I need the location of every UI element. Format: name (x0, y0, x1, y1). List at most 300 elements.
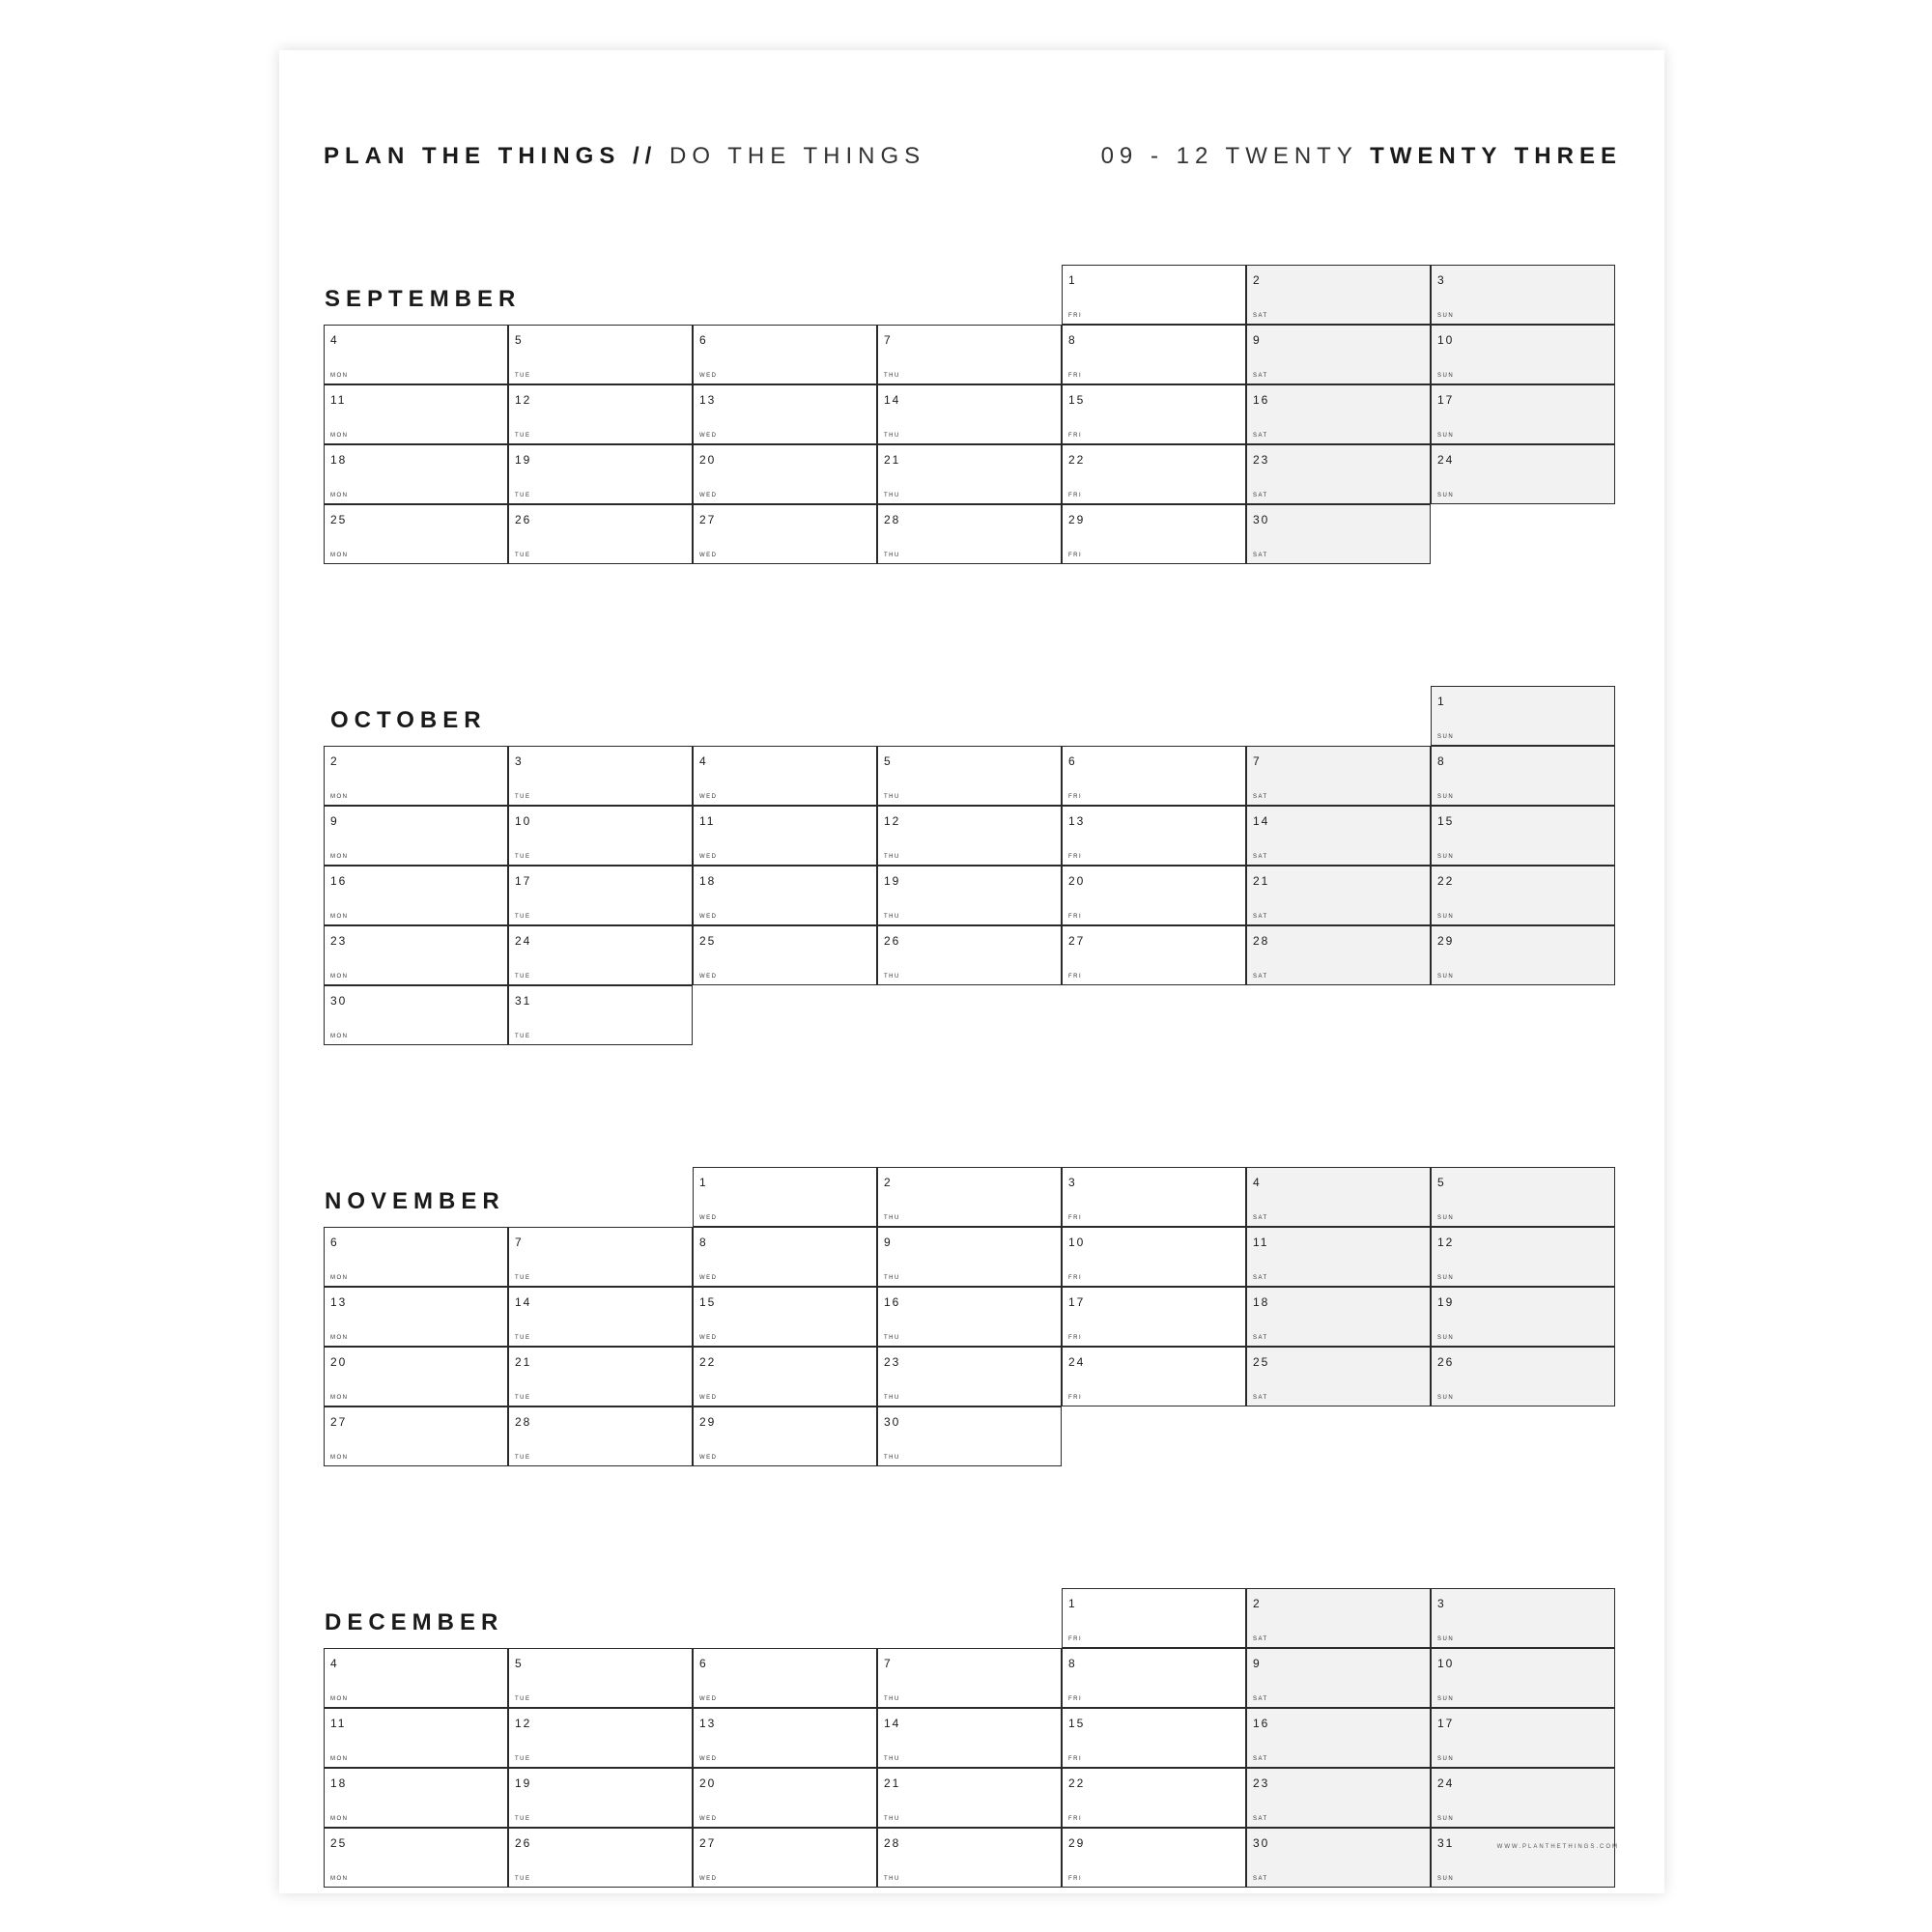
day-of-week: FRI (1068, 1816, 1083, 1822)
day-number: 8 (1437, 754, 1446, 768)
header-right-light: 09 - 12 TWENTY (1100, 143, 1358, 169)
day-cell[interactable] (1246, 1167, 1431, 1227)
day-cell[interactable] (693, 444, 877, 504)
day-cell[interactable] (1062, 1227, 1246, 1287)
day-cell[interactable] (1431, 1828, 1615, 1888)
day-number: 4 (330, 333, 339, 347)
day-number: 12 (1437, 1236, 1455, 1249)
day-cell[interactable] (1062, 1828, 1246, 1888)
day-of-week: TUE (515, 914, 531, 920)
day-number: 5 (515, 333, 524, 347)
day-number: 24 (1437, 1776, 1455, 1790)
day-of-week: MON (330, 1696, 349, 1702)
day-of-week: FRI (1068, 433, 1083, 439)
day-of-week: THU (884, 433, 900, 439)
day-cell[interactable] (693, 806, 877, 866)
day-of-week: FRI (1068, 794, 1083, 800)
day-number: 7 (515, 1236, 524, 1249)
day-cell[interactable] (508, 1828, 693, 1888)
day-of-week: SAT (1253, 493, 1268, 498)
day-number: 15 (1437, 814, 1455, 828)
day-of-week: SAT (1253, 553, 1268, 558)
day-cell[interactable] (877, 1287, 1062, 1347)
day-number: 30 (884, 1415, 901, 1429)
day-cell[interactable] (1431, 444, 1615, 504)
day-cell[interactable] (1062, 1347, 1246, 1406)
day-of-week: WED (699, 1696, 718, 1702)
day-cell[interactable] (877, 866, 1062, 925)
day-cell[interactable] (693, 925, 877, 985)
day-number: 11 (699, 814, 716, 828)
day-of-week: WED (699, 854, 718, 860)
day-cell[interactable] (1062, 746, 1246, 806)
day-cell[interactable] (508, 985, 693, 1045)
day-cell[interactable] (508, 1287, 693, 1347)
day-number: 10 (515, 814, 532, 828)
day-number: 26 (515, 1836, 532, 1850)
day-cell[interactable] (1062, 925, 1246, 985)
day-number: 27 (699, 513, 717, 526)
day-cell[interactable] (508, 1227, 693, 1287)
day-number: 8 (1068, 1657, 1077, 1670)
day-number: 12 (884, 814, 901, 828)
day-cell[interactable] (1431, 1648, 1615, 1708)
day-cell[interactable] (1246, 1227, 1431, 1287)
day-cell[interactable] (1062, 1648, 1246, 1708)
day-of-week: TUE (515, 974, 531, 980)
day-number: 31 (515, 994, 532, 1008)
day-number: 27 (330, 1415, 348, 1429)
day-of-week: SUN (1437, 373, 1455, 379)
header-right-bold: TWENTY THREE (1370, 143, 1622, 169)
day-of-week: MON (330, 493, 349, 498)
day-cell[interactable] (693, 1828, 877, 1888)
day-number: 30 (1253, 1836, 1270, 1850)
day-number: 14 (884, 1717, 901, 1730)
day-of-week: SAT (1253, 1395, 1268, 1401)
day-of-week: THU (884, 794, 900, 800)
day-of-week: FRI (1068, 1395, 1083, 1401)
day-of-week: SAT (1253, 313, 1268, 319)
day-number: 13 (699, 1717, 717, 1730)
day-of-week: SAT (1253, 1636, 1268, 1642)
day-number: 29 (1068, 513, 1086, 526)
day-cell[interactable] (693, 866, 877, 925)
day-cell[interactable] (508, 866, 693, 925)
day-cell[interactable] (877, 806, 1062, 866)
day-of-week: FRI (1068, 914, 1083, 920)
day-cell[interactable] (1246, 1287, 1431, 1347)
day-of-week: WED (699, 1395, 718, 1401)
day-of-week: MON (330, 553, 349, 558)
day-cell[interactable] (877, 1347, 1062, 1406)
day-of-week: MON (330, 373, 349, 379)
day-of-week: WED (699, 553, 718, 558)
day-number: 25 (1253, 1355, 1270, 1369)
day-number: 1 (699, 1176, 708, 1189)
day-cell[interactable] (1431, 1227, 1615, 1287)
day-of-week: THU (884, 1816, 900, 1822)
day-of-week: MON (330, 433, 349, 439)
day-of-week: MON (330, 974, 349, 980)
day-number: 13 (330, 1295, 348, 1309)
day-cell[interactable] (324, 806, 508, 866)
day-cell[interactable] (1246, 1768, 1431, 1828)
day-of-week: MON (330, 1395, 349, 1401)
day-cell[interactable] (693, 504, 877, 564)
day-number: 23 (330, 934, 348, 948)
day-number: 2 (330, 754, 339, 768)
day-of-week: THU (884, 854, 900, 860)
day-cell[interactable] (693, 1648, 877, 1708)
day-number: 21 (1253, 874, 1270, 888)
day-of-week: FRI (1068, 854, 1083, 860)
day-cell[interactable] (1431, 1347, 1615, 1406)
day-cell[interactable] (324, 925, 508, 985)
day-number: 4 (699, 754, 708, 768)
day-number: 14 (1253, 814, 1270, 828)
day-of-week: MON (330, 1816, 349, 1822)
day-cell[interactable] (877, 1828, 1062, 1888)
day-number: 20 (1068, 874, 1086, 888)
day-of-week: SUN (1437, 313, 1455, 319)
day-of-week: SAT (1253, 433, 1268, 439)
day-cell[interactable] (1246, 1648, 1431, 1708)
day-cell[interactable] (877, 1708, 1062, 1768)
day-cell[interactable] (508, 1768, 693, 1828)
day-number: 20 (699, 1776, 717, 1790)
day-of-week: SAT (1253, 1335, 1268, 1341)
day-cell[interactable] (877, 1227, 1062, 1287)
day-cell[interactable] (508, 1406, 693, 1466)
day-number: 13 (699, 393, 717, 407)
day-of-week: SUN (1437, 1215, 1455, 1221)
day-of-week: WED (699, 373, 718, 379)
day-of-week: THU (884, 1696, 900, 1702)
day-number: 11 (330, 393, 347, 407)
day-number: 7 (884, 1657, 893, 1670)
day-number: 22 (1437, 874, 1455, 888)
day-number: 21 (884, 1776, 901, 1790)
day-cell[interactable] (324, 1287, 508, 1347)
day-cell[interactable] (1431, 686, 1615, 746)
day-number: 11 (1253, 1236, 1269, 1249)
day-of-week: SAT (1253, 1816, 1268, 1822)
day-number: 14 (515, 1295, 532, 1309)
day-number: 28 (884, 513, 901, 526)
day-cell[interactable] (324, 1406, 508, 1466)
day-cell[interactable] (693, 1406, 877, 1466)
day-of-week: TUE (515, 1756, 531, 1762)
day-number: 25 (330, 1836, 348, 1850)
day-number: 8 (699, 1236, 708, 1249)
day-number: 20 (330, 1355, 348, 1369)
day-cell[interactable] (877, 504, 1062, 564)
day-cell[interactable] (1062, 1588, 1246, 1648)
day-cell[interactable] (324, 1648, 508, 1708)
day-of-week: TUE (515, 373, 531, 379)
day-of-week: MON (330, 854, 349, 860)
day-number: 27 (1068, 934, 1086, 948)
footer-url: WWW.PLANTHETHINGS.COM (1496, 1844, 1619, 1850)
day-number: 27 (699, 1836, 717, 1850)
month-title: DECEMBER (325, 1609, 504, 1635)
day-of-week: FRI (1068, 553, 1083, 558)
day-cell[interactable] (1431, 1287, 1615, 1347)
day-of-week: MON (330, 1756, 349, 1762)
day-cell[interactable] (1062, 444, 1246, 504)
day-of-week: THU (884, 1395, 900, 1401)
day-number: 30 (330, 994, 348, 1008)
day-of-week: FRI (1068, 1876, 1083, 1882)
day-of-week: THU (884, 1335, 900, 1341)
day-cell[interactable] (1062, 1708, 1246, 1768)
day-of-week: WED (699, 1816, 718, 1822)
day-cell[interactable] (1246, 866, 1431, 925)
day-number: 1 (1437, 695, 1446, 708)
day-number: 11 (330, 1717, 347, 1730)
day-number: 28 (884, 1836, 901, 1850)
day-number: 29 (1437, 934, 1455, 948)
day-of-week: WED (699, 1876, 718, 1882)
day-of-week: SUN (1437, 1275, 1455, 1281)
day-cell[interactable] (877, 746, 1062, 806)
day-of-week: WED (699, 1335, 718, 1341)
day-cell[interactable] (877, 444, 1062, 504)
day-number: 3 (1068, 1176, 1077, 1189)
day-number: 6 (699, 333, 708, 347)
day-cell[interactable] (1431, 1708, 1615, 1768)
day-of-week: WED (699, 1215, 718, 1221)
day-number: 10 (1437, 1657, 1455, 1670)
day-of-week: FRI (1068, 493, 1083, 498)
day-cell[interactable] (508, 746, 693, 806)
day-number: 2 (1253, 1597, 1262, 1610)
day-cell[interactable] (693, 1227, 877, 1287)
day-cell[interactable] (693, 1768, 877, 1828)
day-number: 17 (1437, 393, 1455, 407)
day-number: 4 (330, 1657, 339, 1670)
day-of-week: THU (884, 1455, 900, 1461)
day-number: 4 (1253, 1176, 1262, 1189)
day-of-week: TUE (515, 1335, 531, 1341)
day-of-week: SAT (1253, 914, 1268, 920)
day-cell[interactable] (693, 746, 877, 806)
day-of-week: TUE (515, 794, 531, 800)
day-of-week: SAT (1253, 373, 1268, 379)
day-cell[interactable] (508, 444, 693, 504)
month-title: NOVEMBER (325, 1188, 505, 1214)
day-of-week: THU (884, 914, 900, 920)
day-number: 5 (884, 754, 893, 768)
day-cell[interactable] (324, 985, 508, 1045)
day-number: 19 (515, 1776, 532, 1790)
day-number: 2 (884, 1176, 893, 1189)
day-number: 9 (1253, 1657, 1262, 1670)
day-number: 29 (699, 1415, 717, 1429)
day-cell[interactable] (508, 1347, 693, 1406)
day-cell[interactable] (1431, 866, 1615, 925)
day-of-week: WED (699, 794, 718, 800)
day-cell[interactable] (1431, 1768, 1615, 1828)
day-of-week: MON (330, 1034, 349, 1039)
day-cell[interactable] (877, 1648, 1062, 1708)
day-number: 24 (515, 934, 532, 948)
day-cell[interactable] (693, 1347, 877, 1406)
day-number: 18 (699, 874, 717, 888)
day-of-week: TUE (515, 854, 531, 860)
day-of-week: WED (699, 1455, 718, 1461)
day-cell[interactable] (508, 925, 693, 985)
day-number: 30 (1253, 513, 1270, 526)
day-cell[interactable] (324, 866, 508, 925)
day-number: 23 (884, 1355, 901, 1369)
day-cell[interactable] (693, 1708, 877, 1768)
day-cell[interactable] (1246, 806, 1431, 866)
day-of-week: TUE (515, 1275, 531, 1281)
day-number: 28 (1253, 934, 1270, 948)
day-of-week: FRI (1068, 1756, 1083, 1762)
day-of-week: SAT (1253, 1756, 1268, 1762)
day-number: 9 (1253, 333, 1262, 347)
day-cell[interactable] (508, 1708, 693, 1768)
day-of-week: SUN (1437, 854, 1455, 860)
day-of-week: FRI (1068, 1275, 1083, 1281)
day-of-week: SUN (1437, 974, 1455, 980)
day-cell[interactable] (693, 1287, 877, 1347)
day-of-week: FRI (1068, 1696, 1083, 1702)
day-of-week: THU (884, 974, 900, 980)
day-number: 3 (515, 754, 524, 768)
day-number: 1 (1068, 1597, 1077, 1610)
day-of-week: FRI (1068, 373, 1083, 379)
day-of-week: TUE (515, 1395, 531, 1401)
day-cell[interactable] (1431, 1588, 1615, 1648)
day-cell[interactable] (1246, 746, 1431, 806)
day-of-week: SUN (1437, 734, 1455, 740)
day-number: 26 (515, 513, 532, 526)
day-of-week: SAT (1253, 1215, 1268, 1221)
day-number: 13 (1068, 814, 1086, 828)
day-number: 25 (330, 513, 348, 526)
day-cell[interactable] (324, 504, 508, 564)
day-number: 1 (1068, 273, 1077, 287)
day-number: 22 (699, 1355, 717, 1369)
day-of-week: MON (330, 794, 349, 800)
day-number: 6 (330, 1236, 339, 1249)
day-cell[interactable] (1246, 925, 1431, 985)
day-number: 26 (884, 934, 901, 948)
day-cell[interactable] (1062, 806, 1246, 866)
day-of-week: SUN (1437, 493, 1455, 498)
day-of-week: SUN (1437, 1335, 1455, 1341)
day-cell[interactable] (1431, 925, 1615, 985)
day-cell[interactable] (877, 1406, 1062, 1466)
day-of-week: TUE (515, 493, 531, 498)
day-cell[interactable] (693, 1167, 877, 1227)
day-of-week: TUE (515, 1816, 531, 1822)
day-of-week: THU (884, 1275, 900, 1281)
day-cell[interactable] (1062, 1768, 1246, 1828)
day-number: 21 (515, 1355, 532, 1369)
day-of-week: TUE (515, 553, 531, 558)
day-of-week: FRI (1068, 1636, 1083, 1642)
header-left-bold: PLAN THE THINGS // (324, 143, 658, 169)
day-number: 10 (1437, 333, 1455, 347)
day-of-week: SUN (1437, 1696, 1455, 1702)
day-cell[interactable] (324, 1768, 508, 1828)
day-number: 16 (884, 1295, 901, 1309)
day-cell[interactable] (324, 1347, 508, 1406)
day-number: 31 (1437, 1836, 1455, 1850)
day-cell[interactable] (1246, 1588, 1431, 1648)
day-cell[interactable] (1431, 806, 1615, 866)
day-cell[interactable] (324, 746, 508, 806)
day-cell[interactable] (1246, 444, 1431, 504)
day-of-week: WED (699, 974, 718, 980)
day-number: 29 (1068, 1836, 1086, 1850)
day-number: 14 (884, 393, 901, 407)
day-cell[interactable] (1246, 1708, 1431, 1768)
day-of-week: FRI (1068, 313, 1083, 319)
day-of-week: FRI (1068, 1215, 1083, 1221)
day-cell[interactable] (508, 504, 693, 564)
day-of-week: SUN (1437, 1756, 1455, 1762)
day-of-week: SAT (1253, 854, 1268, 860)
day-number: 24 (1068, 1355, 1086, 1369)
day-cell[interactable] (508, 1648, 693, 1708)
day-number: 19 (1437, 1295, 1455, 1309)
day-cell[interactable] (1246, 1828, 1431, 1888)
day-cell[interactable] (1431, 746, 1615, 806)
day-cell[interactable] (324, 444, 508, 504)
day-cell[interactable] (877, 1768, 1062, 1828)
day-number: 16 (1253, 1717, 1270, 1730)
day-of-week: SAT (1253, 1876, 1268, 1882)
day-cell[interactable] (1062, 504, 1246, 564)
day-number: 24 (1437, 453, 1455, 467)
day-of-week: SAT (1253, 1275, 1268, 1281)
day-cell[interactable] (1246, 1347, 1431, 1406)
day-number: 7 (884, 333, 893, 347)
day-cell[interactable] (324, 1828, 508, 1888)
day-of-week: FRI (1068, 1335, 1083, 1341)
day-cell[interactable] (877, 1167, 1062, 1227)
day-number: 26 (1437, 1355, 1455, 1369)
day-cell[interactable] (1431, 1167, 1615, 1227)
day-of-week: TUE (515, 1696, 531, 1702)
day-number: 12 (515, 1717, 532, 1730)
day-cell[interactable] (1246, 504, 1431, 564)
day-cell[interactable] (1062, 866, 1246, 925)
day-number: 2 (1253, 273, 1262, 287)
day-cell[interactable] (324, 1227, 508, 1287)
day-cell[interactable] (324, 1708, 508, 1768)
day-number: 17 (1437, 1717, 1455, 1730)
day-cell[interactable] (1062, 1287, 1246, 1347)
day-of-week: WED (699, 1756, 718, 1762)
day-number: 9 (330, 814, 339, 828)
day-cell[interactable] (877, 925, 1062, 985)
day-cell[interactable] (1062, 1167, 1246, 1227)
day-number: 9 (884, 1236, 893, 1249)
day-number: 18 (1253, 1295, 1270, 1309)
day-of-week: WED (699, 433, 718, 439)
day-cell[interactable] (508, 806, 693, 866)
day-number: 6 (699, 1657, 708, 1670)
day-of-week: TUE (515, 433, 531, 439)
header-left-light: DO THE THINGS (669, 143, 926, 169)
